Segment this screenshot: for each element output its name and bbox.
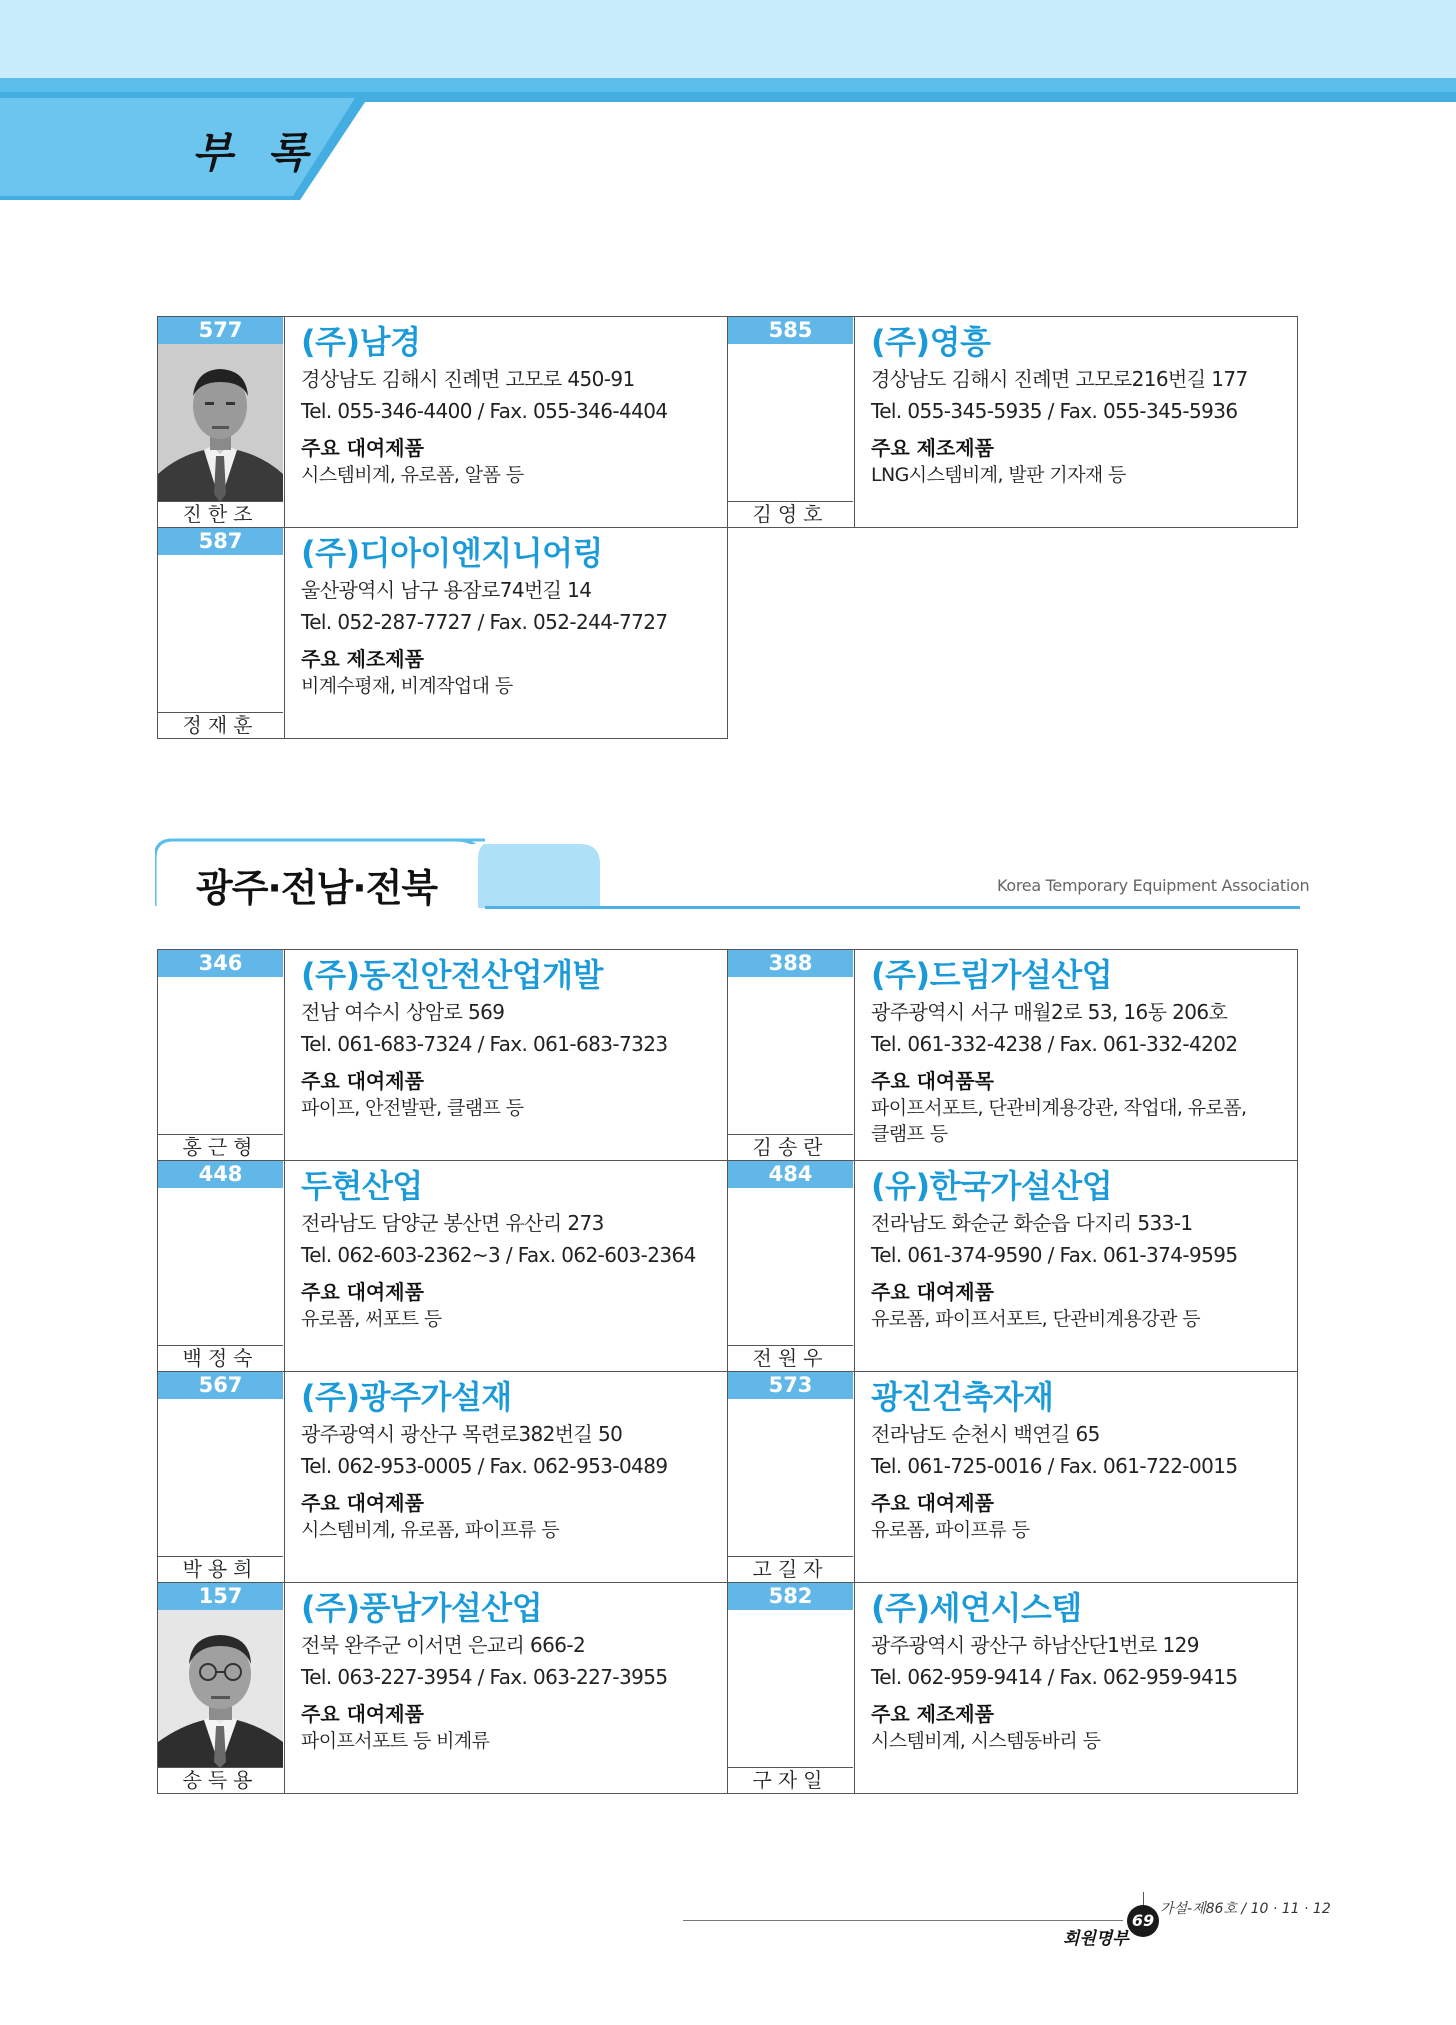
photo-column bbox=[728, 317, 855, 527]
company-name: (주)드림가설산업 bbox=[871, 956, 1113, 994]
section-title: 부 록 bbox=[192, 128, 318, 177]
company-phone-fax: Tel. 052-287-7727 / Fax. 052-244-7727 bbox=[301, 610, 668, 634]
company-phone-fax: Tel. 061-725-0016 / Fax. 061-722-0015 bbox=[871, 1454, 1238, 1478]
member-number: 573 bbox=[728, 1372, 853, 1399]
photo-column bbox=[158, 528, 285, 738]
representative-name: 전원우 bbox=[728, 1345, 853, 1371]
region-tab-accent bbox=[470, 840, 602, 908]
product-list: 시스템비계, 유로폼, 파이프류 등 bbox=[301, 1519, 560, 1541]
company-address: 광주광역시 광산구 하남산단1번로 129 bbox=[871, 1633, 1199, 1657]
product-heading: 주요 대여제품 bbox=[871, 1280, 994, 1304]
member-info bbox=[301, 1587, 723, 1754]
representative-name: 김영호 bbox=[728, 501, 853, 527]
product-list: 파이프서포트 등 비계류 bbox=[301, 1730, 490, 1752]
company-address: 전남 여수시 상암로 569 bbox=[301, 1000, 505, 1024]
member-info bbox=[301, 954, 723, 1121]
product-list: 파이프서포트, 단관비계용강관, 작업대, 유로폼, 클램프 등 bbox=[871, 1097, 1247, 1145]
association-name: Korea Temporary Equipment Association bbox=[997, 876, 1310, 895]
member-info bbox=[871, 1376, 1293, 1543]
photo-column bbox=[158, 1583, 285, 1793]
company-address: 전라남도 순천시 백연길 65 bbox=[871, 1422, 1100, 1446]
photo-column bbox=[158, 1372, 285, 1582]
company-address: 광주광역시 서구 매월2로 53, 16동 206호 bbox=[871, 1000, 1228, 1024]
member-info bbox=[301, 532, 723, 699]
region-title: 광주·전남·전북 bbox=[196, 866, 438, 910]
member-card bbox=[157, 1160, 728, 1372]
member-card bbox=[157, 949, 728, 1161]
product-heading: 주요 대여제품 bbox=[301, 1280, 424, 1304]
company-address: 전북 완주군 이서면 은교리 666-2 bbox=[301, 1633, 586, 1657]
member-number: 582 bbox=[728, 1583, 853, 1610]
company-name: (유)한국가설산업 bbox=[871, 1167, 1113, 1205]
company-name: (주)영흥 bbox=[871, 323, 991, 361]
photo-column bbox=[728, 1161, 855, 1371]
product-list: 유로폼, 써포트 등 bbox=[301, 1308, 442, 1330]
product-heading: 주요 대여제품 bbox=[301, 436, 424, 460]
member-number: 346 bbox=[158, 950, 283, 977]
member-card bbox=[727, 1160, 1298, 1372]
company-phone-fax: Tel. 062-603-2362~3 / Fax. 062-603-2364 bbox=[301, 1243, 696, 1267]
member-info bbox=[301, 1165, 723, 1332]
company-name: (주)남경 bbox=[301, 323, 421, 361]
product-list: 시스템비계, 시스템동바리 등 bbox=[871, 1730, 1101, 1752]
member-card bbox=[727, 949, 1298, 1161]
member-number: 157 bbox=[158, 1583, 283, 1610]
member-info bbox=[301, 1376, 723, 1543]
company-name: (주)세연시스템 bbox=[871, 1589, 1082, 1627]
product-heading: 주요 대여제품 bbox=[301, 1069, 424, 1093]
member-card bbox=[157, 1371, 728, 1583]
member-photo bbox=[158, 1610, 283, 1768]
product-heading: 주요 제조제품 bbox=[871, 1702, 994, 1726]
company-phone-fax: Tel. 061-332-4238 / Fax. 061-332-4202 bbox=[871, 1032, 1238, 1056]
member-info bbox=[871, 1165, 1293, 1332]
company-name: 두현산업 bbox=[301, 1167, 423, 1205]
product-list: 시스템비계, 유로폼, 알폼 등 bbox=[301, 464, 524, 486]
company-address: 경상남도 김해시 진례면 고모로 450-91 bbox=[301, 367, 635, 391]
company-phone-fax: Tel. 061-374-9590 / Fax. 061-374-9595 bbox=[871, 1243, 1238, 1267]
company-name: (주)동진안전산업개발 bbox=[301, 956, 603, 994]
company-phone-fax: Tel. 055-346-4400 / Fax. 055-346-4404 bbox=[301, 399, 668, 423]
product-heading: 주요 대여품목 bbox=[871, 1069, 994, 1093]
representative-name: 송득용 bbox=[158, 1767, 283, 1793]
member-number: 587 bbox=[158, 528, 283, 555]
member-number: 484 bbox=[728, 1161, 853, 1188]
product-heading: 주요 대여제품 bbox=[301, 1491, 424, 1515]
member-info bbox=[301, 321, 723, 488]
product-heading: 주요 제조제품 bbox=[871, 436, 994, 460]
member-card bbox=[157, 316, 728, 528]
member-card bbox=[727, 316, 1298, 528]
member-number: 585 bbox=[728, 317, 853, 344]
representative-name: 백정숙 bbox=[158, 1345, 283, 1371]
page-number: 69 bbox=[1127, 1905, 1159, 1937]
product-heading: 주요 대여제품 bbox=[301, 1702, 424, 1726]
footer-section-name: 회원명부 bbox=[1063, 1929, 1129, 1949]
company-phone-fax: Tel. 061-683-7324 / Fax. 061-683-7323 bbox=[301, 1032, 668, 1056]
footer-tick bbox=[1143, 1892, 1144, 1906]
issue-label: 가설-제86호 / 10 · 11 · 12 bbox=[1160, 1901, 1331, 1917]
member-info bbox=[871, 954, 1293, 1147]
member-photo bbox=[158, 344, 283, 502]
member-info bbox=[871, 321, 1293, 488]
member-number: 567 bbox=[158, 1372, 283, 1399]
product-heading: 주요 제조제품 bbox=[301, 647, 424, 671]
product-list: 유로폼, 파이프류 등 bbox=[871, 1519, 1030, 1541]
company-phone-fax: Tel. 062-953-0005 / Fax. 062-953-0489 bbox=[301, 1454, 668, 1478]
company-address: 울산광역시 남구 용잠로74번길 14 bbox=[301, 578, 592, 602]
representative-name: 진한조 bbox=[158, 501, 283, 527]
product-list: 유로폼, 파이프서포트, 단관비계용강관 등 bbox=[871, 1308, 1201, 1330]
representative-name: 구자일 bbox=[728, 1767, 853, 1793]
member-card bbox=[727, 1582, 1298, 1794]
company-name: (주)광주가설재 bbox=[301, 1378, 512, 1416]
representative-name: 정재훈 bbox=[158, 712, 283, 738]
company-phone-fax: Tel. 062-959-9414 / Fax. 062-959-9415 bbox=[871, 1665, 1238, 1689]
product-list: LNG시스템비계, 발판 기자재 등 bbox=[871, 464, 1126, 486]
member-info bbox=[871, 1587, 1293, 1754]
representative-name: 박용희 bbox=[158, 1556, 283, 1582]
photo-column bbox=[158, 950, 285, 1160]
company-address: 전라남도 화순군 화순읍 다지리 533-1 bbox=[871, 1211, 1193, 1235]
company-phone-fax: Tel. 063-227-3954 / Fax. 063-227-3955 bbox=[301, 1665, 668, 1689]
member-card bbox=[727, 1371, 1298, 1583]
product-list: 비계수평재, 비계작업대 등 bbox=[301, 675, 513, 697]
company-name: (주)디아이엔지니어링 bbox=[301, 534, 603, 572]
representative-name: 김송란 bbox=[728, 1134, 853, 1160]
representative-name: 고길자 bbox=[728, 1556, 853, 1582]
member-number: 388 bbox=[728, 950, 853, 977]
member-card bbox=[157, 527, 728, 739]
company-name: 광진건축자재 bbox=[871, 1378, 1054, 1416]
product-heading: 주요 대여제품 bbox=[871, 1491, 994, 1515]
photo-column bbox=[158, 1161, 285, 1371]
footer-divider bbox=[683, 1920, 1123, 1921]
region-divider bbox=[485, 906, 1300, 909]
product-list: 파이프, 안전발판, 클램프 등 bbox=[301, 1097, 524, 1119]
photo-column bbox=[728, 1583, 855, 1793]
company-phone-fax: Tel. 055-345-5935 / Fax. 055-345-5936 bbox=[871, 399, 1238, 423]
member-number: 448 bbox=[158, 1161, 283, 1188]
company-address: 경상남도 김해시 진례면 고모로216번길 177 bbox=[871, 367, 1248, 391]
photo-column bbox=[728, 1372, 855, 1582]
member-card bbox=[157, 1582, 728, 1794]
photo-column bbox=[728, 950, 855, 1160]
company-address: 전라남도 담양군 봉산면 유산리 273 bbox=[301, 1211, 604, 1235]
photo-column bbox=[158, 317, 285, 527]
representative-name: 홍근형 bbox=[158, 1134, 283, 1160]
company-address: 광주광역시 광산구 목련로382번길 50 bbox=[301, 1422, 623, 1446]
member-number: 577 bbox=[158, 317, 283, 344]
company-name: (주)풍남가설산업 bbox=[301, 1589, 543, 1627]
